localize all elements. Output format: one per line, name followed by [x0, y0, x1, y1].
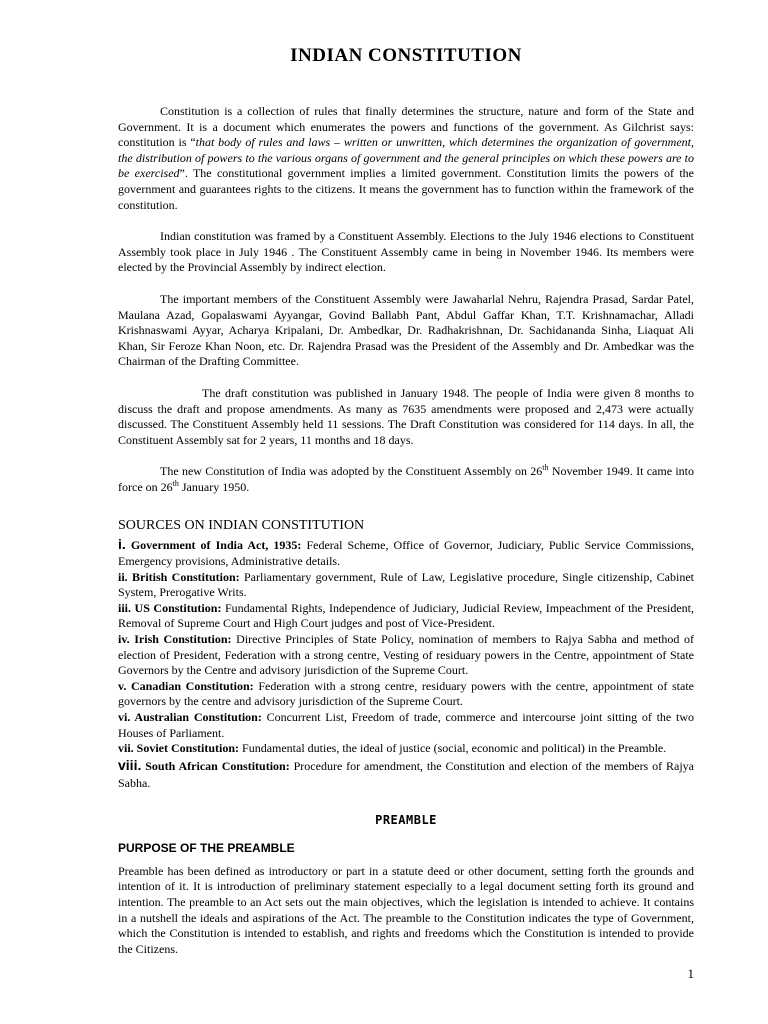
source-number: iv. [118, 632, 130, 647]
source-item [118, 601, 694, 632]
sources-heading: SOURCES ON INDIAN CONSTITUTION [118, 518, 365, 534]
adoption-text-1: The new Constitution of India was adopted by the Constituent Assembly on 26 [160, 464, 543, 479]
source-name: British Constitution: [127, 569, 240, 584]
source-name: US Constitution: [131, 600, 222, 615]
document-title: INDIAN CONSTITUTION [290, 45, 522, 66]
source-item [118, 679, 694, 710]
source-name: Soviet Constitution: [133, 741, 240, 756]
source-item [118, 632, 694, 679]
source-item [118, 757, 694, 792]
superscript-th-1: th [542, 463, 549, 473]
superscript-th-2: th [172, 478, 179, 488]
gilchrist-quote: that body of rules and laws – written or unwritten, which determines the organization of government, the distribution of powers to the various organs of government and the general principles on which these powers are to be exercised [118, 135, 695, 181]
adoption-text-3: January 1950. [178, 479, 250, 494]
paragraph-definition [118, 104, 694, 213]
purpose-heading: PURPOSE OF THE PREAMBLE [118, 840, 295, 855]
source-item [118, 570, 694, 601]
source-item [118, 710, 694, 741]
paragraph-adoption [118, 464, 694, 495]
source-number: vii. [118, 741, 134, 756]
source-number: i. [118, 536, 126, 553]
source-name: Government of India Act, 1935: [125, 538, 302, 553]
source-text: Parliamentary government, Rule of Law, Legislative procedure, Single citizenship, Cabinet System, Prerogative Writs. [118, 569, 694, 600]
definition-text-1: Constitution is a collection of rules that finally determines the structure, nature and form of the State and Government. It is a document which enumerates the powers and functions of the government. As Gilchrist says: constitution is “ [118, 104, 694, 150]
preamble-heading: PREAMBLE [375, 812, 437, 827]
page-number: 1 [687, 966, 694, 981]
paragraph-assembly: Indian constitution was framed by a Constituent Assembly. Elections to the July 1946 elections to Constituent Assembly took place in July 1946 . The Constituent Assembly came in being in November 1946. Its members were elected by the Provincial Assembly by indirect election. [118, 229, 694, 275]
source-text: Concurrent List, Freedom of trade, commerce and intercourse joint sitting of the two Houses of Parliament. [118, 710, 694, 740]
source-number: viii. [118, 756, 142, 773]
paragraph-draft: The draft constitution was published in January 1948. The people of India were given 8 months to discuss the draft and propose amendments. As many as 7635 amendments were proposed and 2,473 were actually discussed. The Constituent Assembly held 11 sessions. The Draft Constitution was considered for 114 days. In all, the Constituent Assembly sat for 2 years, 11 months and 18 days. [118, 385, 694, 447]
source-text: Federation with a strong centre, residuary powers with the centre, appointment of state governors by the centre and advisory jurisdiction of the Supreme Court. [118, 678, 695, 709]
source-item [118, 741, 694, 757]
sources-list [118, 537, 694, 791]
source-name: Irish Constitution: [129, 632, 232, 647]
source-text: Procedure for amendment, the Constitution and election of the members of Rajya Sabha. [118, 758, 695, 790]
source-number: ii. [118, 569, 128, 584]
paragraph-preamble: Preamble has been defined as introductory or part in a statute deed or other document, setting forth the grounds and intention of it. It is introduction of preliminary statement especially to a legal document setting forth its ground and intention. The preamble to an Act sets out the main objectives, which the legislation is intended to achieve. It contains in a nutshell the ideals and aspirations of the Act. The preamble to the Constitution indicates the type of Government, which the Constitution is intended to establish, and rights and freedoms which the Constitution is intended to provide the Citizens. [118, 863, 694, 956]
adoption-text-2: November 1949. It came into force on 26 [118, 464, 694, 494]
source-number: iii. [118, 600, 132, 615]
source-text: Directive Principles of State Policy, nomination of members to Rajya Sabha and method of election of President, Federation with a strong centre, Vesting of residuary powers in the Centre, appointment of State Governors by the Centre and advisory jurisdiction of the Supreme Court. [118, 632, 694, 678]
source-name: Australian Constitution: [130, 710, 262, 724]
source-text: Fundamental duties, the ideal of justice (social, economic and political) in the Preamble. [239, 741, 667, 756]
source-text: Fundamental Rights, Independence of Judiciary, Judicial Review, Impeachment of the President, Removal of Supreme Court and High Court judges and post of Vice-President. [118, 600, 694, 631]
source-number: v. [118, 678, 127, 693]
source-number: vi. [118, 710, 131, 724]
source-text: Federal Scheme, Office of Governor, Judiciary, Public Service Commissions, Emergency provisions, Administrative details. [118, 538, 694, 569]
source-item [118, 537, 694, 569]
source-name: South African Constitution: [141, 758, 290, 773]
definition-text-2: ”. The constitutional government implies a limited government. Constitution limits the powers of the government and guarantees rights to the citizens. It means the government has to function within the framework of the constitution. [118, 166, 694, 212]
source-name: Canadian Constitution: [126, 678, 254, 693]
paragraph-members: The important members of the Constituent Assembly were Jawaharlal Nehru, Rajendra Prasad, Sardar Patel, Maulana Azad, Gopalaswami Ayyangar, Govind Ballabh Pant, Abdul Gaffar Khan, T.T. Krishnamachar, Alladi Krishnaswami Ayyar, Acharya Kripalani, Dr. Ambedkar, Dr. Radhakrishnan, Dr. Sachidananda Sinha, Liaquat Ali Khan, Sir Feroze Khan Noon, etc. Dr. Rajendra Prasad was the President of the Assembly and Dr. Ambedkar was the Chairman of the Drafting Committee. [118, 291, 694, 369]
